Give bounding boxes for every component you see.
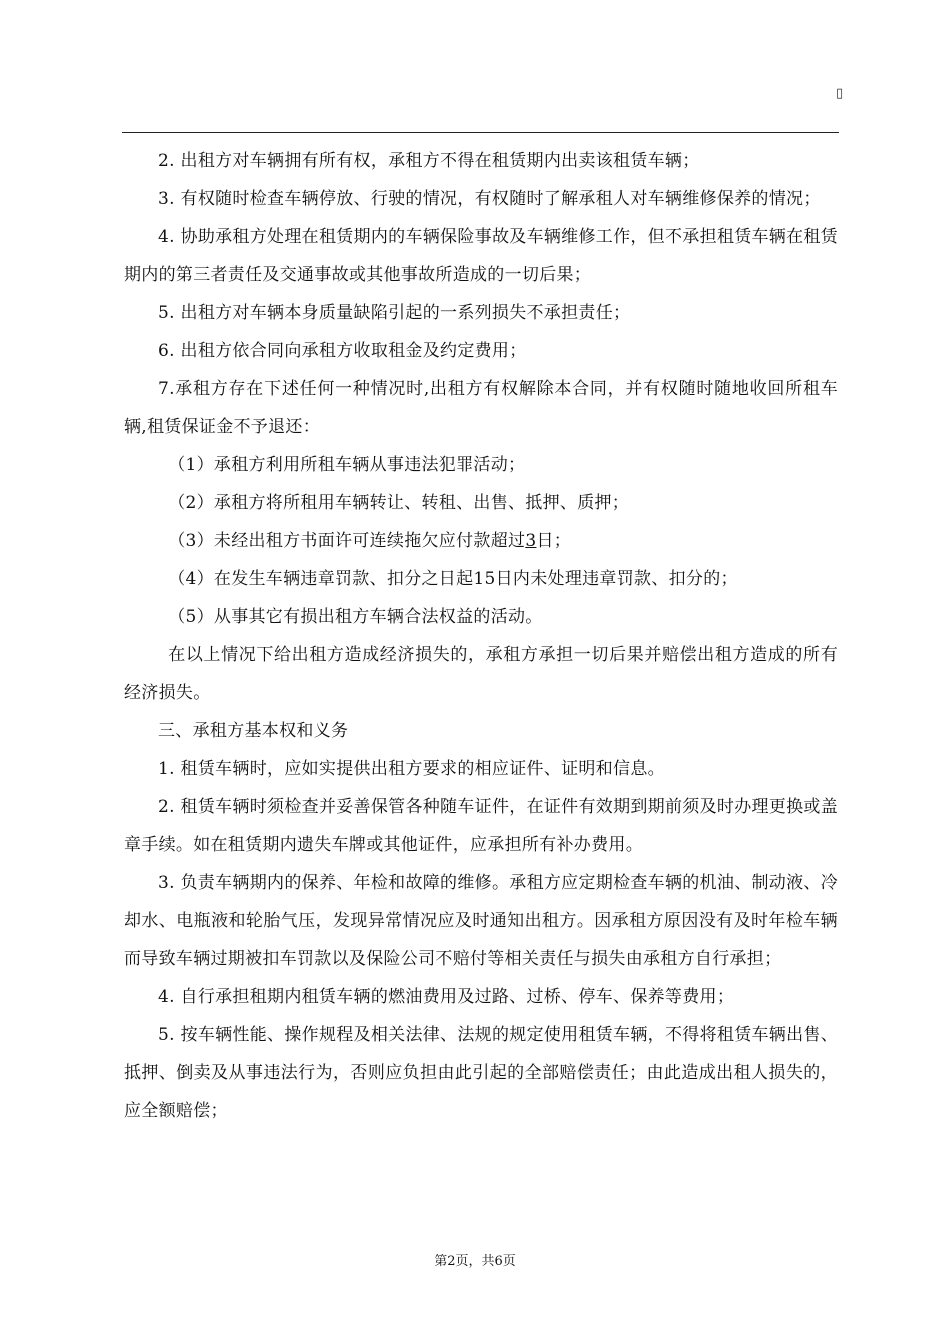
paragraph-lessor-ownership: 2. 出租方对车辆拥有所有权，承租方不得在租赁期内出卖该租赁车辆； [158,151,700,171]
paragraph-inspection-right: 3. 有权随时检查车辆停放、行驶的情况，有权随时了解承租人对车辆维修保养的情况； [158,189,821,209]
condition-item-3-suffix: 日； [536,531,572,551]
document-body [124,142,838,1130]
condition-item-5: （5）从事其它有损出租方车辆合法权益的活动。 [168,607,543,627]
condition-item-2: （2）承租方将所租用车辆转让、转租、出售、抵押、质押； [168,493,630,513]
page-number: 第2页，共6页 [434,1254,516,1269]
paragraph-termination-conditions: 7.承租方存在下述任何一种情况时,出租方有权解除本合同，并有权随时随地收回所租车辆,租赁保证金不予退还： [124,379,838,437]
lessee-item-3: 3. 负责车辆期内的保养、年检和故障的维修。承租方应定期检查车辆的机油、制动液、冷却水、电瓶液和轮胎气压，发现异常情况应及时通知出租方。因承租方原因没有及时年检车辆而导致车辆过期被扣车罚款以及保险公司不赔付等相关责任与损失由承租方自行承担； [124,873,838,969]
header-mark: ▯ [836,86,844,101]
lessee-item-1: 1. 租赁车辆时，应如实提供出租方要求的相应证件、证明和信息。 [158,759,665,779]
paragraph-quality-defect: 5. 出租方对车辆本身质量缺陷引起的一系列损失不承担责任； [158,303,631,323]
paragraph-loss-compensation: 在以上情况下给出租方造成经济损失的，承租方承担一切后果并赔偿出租方造成的所有经济损失。 [124,645,838,703]
header-divider [122,132,839,133]
lessee-item-5: 5. 按车辆性能、操作规程及相关法律、法规的规定使用租赁车辆，不得将租赁车辆出售、抵押、倒卖及从事违法行为，否则应负担由此引起的全部赔偿责任；由此造成出租人损失的，应全额赔偿； [124,1025,838,1121]
condition-item-4: （4）在发生车辆违章罚款、扣分之日起15日内未处理违章罚款、扣分的； [168,569,738,589]
condition-item-1: （1）承租方利用所租车辆从事违法犯罪活动； [168,455,526,475]
overdue-days-value: 3 [525,531,537,551]
condition-item-3-text: （3）未经出租方书面许可连续拖欠应付款超过 [168,531,526,551]
condition-item-3 [124,522,838,560]
paragraph-assist-accident: 4. 协助承租方处理在租赁期内的车辆保险事故及车辆维修工作，但不承担租赁车辆在租赁期内的第三者责任及交通事故或其他事故所造成的一切后果； [124,227,838,285]
lessee-item-2: 2. 租赁车辆时须检查并妥善保管各种随车证件，在证件有效期到期前须及时办理更换或盖章手续。如在租赁期内遗失车牌或其他证件，应承担所有补办费用。 [124,797,838,855]
paragraph-collect-rent: 6. 出租方依合同向承租方收取租金及约定费用； [158,341,527,361]
lessee-item-4: 4. 自行承担租期内租赁车辆的燃油费用及过路、过桥、停车、保养等费用； [158,987,735,1007]
section-title: 三、承租方基本权和义务 [158,721,349,741]
